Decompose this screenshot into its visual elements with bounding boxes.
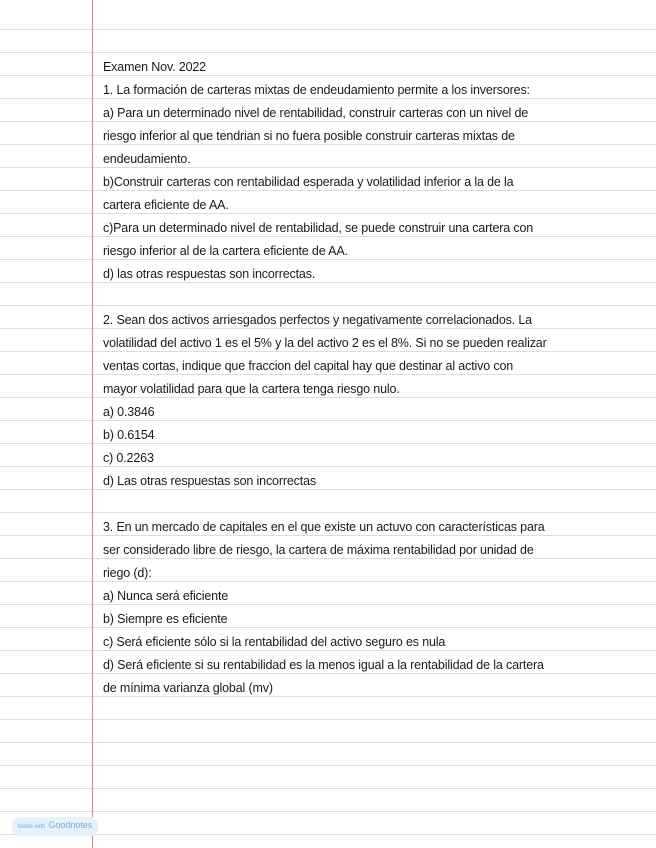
exam-document: [103, 56, 633, 700]
question-1: [103, 79, 633, 286]
spacer: [103, 286, 633, 309]
question-3-stem-cont: ser considerado libre de riesgo, la cartera de máxima rentabilidad por unidad de: [103, 543, 534, 557]
question-1-option-a-cont: endeudamiento.: [103, 152, 191, 166]
question-1-option-a: a) Para un determinado nivel de rentabilidad, construir carteras con un nivel de: [103, 106, 529, 120]
question-3-option-d-cont: de mínima varianza global (mv): [103, 681, 273, 695]
question-2: [103, 309, 633, 493]
question-2-option-b: b) 0.6154: [103, 428, 155, 442]
question-2-option-a: a) 0.3846: [103, 405, 155, 419]
question-3-stem: 3. En un mercado de capitales en el que existe un actuvo con características para: [103, 520, 545, 534]
question-1-option-b-cont: cartera eficiente de AA.: [103, 198, 229, 212]
question-2-option-d: d) Las otras respuestas son incorrectas: [103, 474, 317, 488]
question-3: [103, 516, 633, 700]
question-3-option-b: b) Siempre es eficiente: [103, 612, 228, 626]
question-1-option-c: c)Para un determinado nivel de rentabilidad, se puede construir una cartera con: [103, 221, 534, 235]
question-1-option-d: d) las otras respuestas son incorrectas.: [103, 267, 316, 281]
question-2-option-c: c) 0.2263: [103, 451, 154, 465]
badge-brand: Goodnotes: [48, 820, 93, 830]
question-2-stem-cont: mayor volatilidad para que la cartera tenga riesgo nulo.: [103, 382, 400, 396]
question-1-stem: 1. La formación de carteras mixtas de endeudamiento permite a los inversores:: [103, 83, 530, 97]
question-3-option-d: d) Será eficiente si su rentabilidad es la menos igual a la rentabilidad de la cartera: [103, 658, 544, 672]
question-2-stem: 2. Sean dos activos arriesgados perfectos y negativamente correlacionados. La: [103, 313, 532, 327]
document-title: Examen Nov. 2022: [103, 60, 206, 74]
question-3-option-a: a) Nunca será eficiente: [103, 589, 229, 603]
question-3-stem-cont: riego (d):: [103, 566, 152, 580]
badge-prefix: Made with: [18, 824, 46, 830]
question-2-stem-cont: volatilidad del activo 1 es el 5% y la del activo 2 es el 8%. Si no se pueden realizar: [103, 336, 547, 350]
notebook-margin-line: [92, 0, 93, 848]
question-3-option-c: c) Será eficiente sólo si la rentabilidad del activo seguro es nula: [103, 635, 446, 649]
question-1-option-a-cont: riesgo inferior al que tendrian si no fuera posible construir carteras mixtas de: [103, 129, 515, 143]
spacer: [103, 493, 633, 516]
made-with-goodnotes-badge[interactable]: [12, 817, 98, 836]
question-1-option-c-cont: riesgo inferior al de la cartera eficiente de AA.: [103, 244, 348, 258]
question-2-stem-cont: ventas cortas, indique que fraccion del capital hay que destinar al activo con: [103, 359, 514, 373]
question-1-option-b: b)Construir carteras con rentabilidad esperada y volatilidad inferior a la de la: [103, 175, 514, 189]
